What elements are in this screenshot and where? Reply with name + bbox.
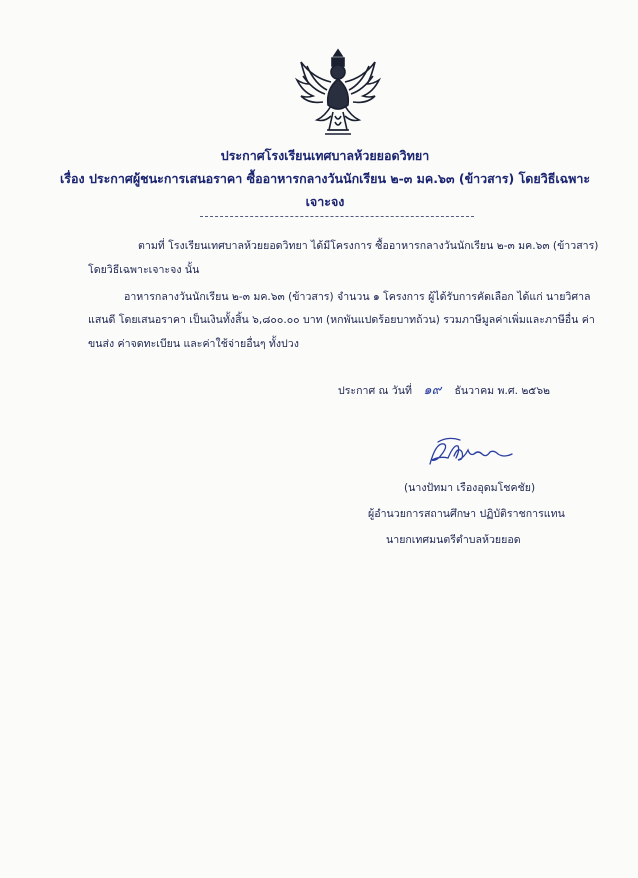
signer-position: ผู้อำนวยการสถานศึกษา ปฏิบัติราชการแทน [368, 508, 565, 520]
body-paragraph-2-line-3: ขนส่ง ค่าจดทะเบียน และค่าใช้จ่ายอื่นๆ ทั้งปวง [88, 338, 299, 350]
signer-position-on-behalf: นายกเทศมนตรีตำบลห้วยยอด [386, 534, 521, 546]
body-paragraph-2-line-1: อาหารกลางวันนักเรียน ๒-๓ มค.๖๓ (ข้าวสาร) จำนวน ๑ โครงการ ผู้ได้รับการคัดเลือก ได้แก่ นายวิศาล [124, 291, 591, 303]
date-prefix: ประกาศ ณ วันที่ [338, 385, 412, 397]
garuda-emblem-icon [293, 46, 383, 138]
body-paragraph-2-line-2: แสนดี โดยเสนอราคา เป็นเงินทั้งสิ้น ๖,๘๐๐.๐๐ บาท (หกพันแปดร้อยบาทถ้วน) รวมภาษีมูลค่าเพิ่มและภาษีอื่น ค่า [88, 314, 595, 326]
announcement-date [338, 379, 550, 400]
document-title: ประกาศโรงเรียนเทศบาลห้วยยอดวิทยา [220, 148, 430, 163]
body-paragraph-1-line-1: ตามที่ โรงเรียนเทศบาลห้วยยอดวิทยา ได้มีโครงการ ซื้ออาหารกลางวันนักเรียน ๒-๓ มค.๖๓ (ข้าวสาร) [138, 240, 599, 252]
divider [200, 216, 474, 217]
signer-name: (นางปัทมา เรืองอุดมโชคชัย) [404, 482, 536, 494]
subject-line-continued: เจาะจง [305, 194, 345, 209]
body-paragraph-1-line-2: โดยวิธีเฉพาะเจาะจง นั้น [88, 264, 200, 276]
date-day-handwritten: ๑๙ [423, 383, 442, 398]
signature-icon [424, 434, 524, 474]
date-month-year: ธันวาคม พ.ศ. ๒๕๖๒ [454, 385, 551, 397]
subject-line: เรื่อง ประกาศผู้ชนะการเสนอราคา ซื้ออาหารกลางวันนักเรียน ๒-๓ มค.๖๓ (ข้าวสาร) โดยวิธีเฉพาะ [60, 171, 591, 186]
